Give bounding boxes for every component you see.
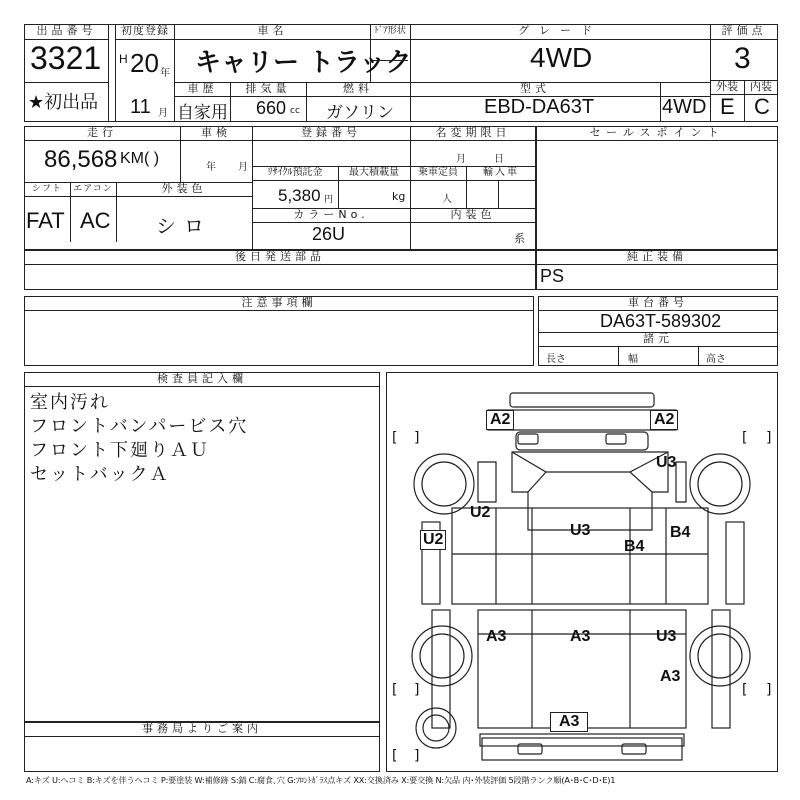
int-color-label: 内装色 bbox=[450, 208, 496, 221]
bracket-left: [ bbox=[742, 682, 748, 698]
recycle-unit: 円 bbox=[324, 195, 334, 205]
bracket-left: [ bbox=[392, 682, 398, 698]
lot-number: 3321 bbox=[30, 40, 102, 76]
fuel: ガソリン bbox=[326, 103, 394, 123]
nc-day: 日 bbox=[494, 154, 504, 165]
year-unit: 年 bbox=[160, 68, 170, 79]
insp-year: 年 bbox=[206, 162, 216, 173]
int-color-unit: 系 bbox=[514, 232, 525, 245]
model-label: 型式 bbox=[520, 82, 550, 95]
displacement-label: 排気量 bbox=[245, 82, 291, 95]
ext-label: 外装 bbox=[716, 80, 738, 93]
capacity-label: 乗車定員 bbox=[418, 167, 458, 178]
bracket-left: [ bbox=[742, 430, 748, 446]
chassis-label: 車台番号 bbox=[628, 296, 688, 309]
ext-color-label: 外装色 bbox=[161, 182, 207, 195]
legend: A:キズ U:ヘコミ B:キズを伴うヘコミ P:要塗装 W:補修跡 S:錆 C:腐食､穴 G:ﾌﾛﾝﾄｶﾞﾗｽ点キズ XX:交換済み X:要交換 N:欠品 内･外装評価 5段階ランク順(A･B･C･D･E)1 bbox=[26, 775, 616, 785]
damage-mark-u2-door: U2 bbox=[420, 530, 446, 550]
door-label: ﾄﾞｱ形状 bbox=[374, 26, 406, 36]
height-label: 高さ bbox=[706, 354, 726, 365]
inspector-line: 室内汚れ bbox=[30, 392, 110, 413]
recycle-label: ﾘｻｲｸﾙ預託金 bbox=[267, 167, 323, 178]
reg-number-label: 登録番号 bbox=[301, 126, 361, 139]
genuine-label: 純正装備 bbox=[627, 250, 687, 263]
bracket-right: ] bbox=[414, 430, 420, 446]
mileage-unit: KM( ) bbox=[120, 150, 160, 167]
nc-month: 月 bbox=[456, 154, 466, 165]
import-label: 輸入車 bbox=[483, 167, 519, 178]
damage-mark-a3-left: A3 bbox=[486, 628, 507, 645]
spec-label: 諸元 bbox=[643, 332, 673, 345]
color-no-label: カラーNo. bbox=[293, 208, 369, 221]
recycle-amount: 5,380 bbox=[278, 186, 321, 205]
load-unit: kg bbox=[392, 190, 406, 203]
first-listing: ★初出品 bbox=[28, 92, 99, 113]
grade-label: グレード bbox=[518, 24, 602, 37]
inspector-label: 検査員記入欄 bbox=[157, 372, 247, 385]
capacity-unit: 人 bbox=[442, 194, 452, 205]
ext-grade: E bbox=[720, 94, 735, 119]
displacement: 660 bbox=[256, 98, 287, 118]
damage-mark-u3-roof: U3 bbox=[570, 522, 591, 539]
inspector-line: フロントバンパービス穴 bbox=[30, 416, 249, 437]
damage-mark-b4-right: B4 bbox=[670, 524, 691, 541]
damage-mark-b4-center: B4 bbox=[624, 538, 645, 555]
sales-point-box bbox=[536, 126, 778, 250]
grade: 4WD bbox=[530, 42, 593, 73]
office-label: 事務局よりご案内 bbox=[142, 722, 262, 735]
damage-mark-u2-front: U2 bbox=[470, 504, 491, 521]
later-parts-label: 後日発送部品 bbox=[235, 250, 325, 263]
reg-year: 20 bbox=[130, 48, 159, 78]
reg-month: 11 bbox=[130, 96, 151, 118]
damage-mark-a3-bumper: A3 bbox=[550, 712, 588, 732]
history: 自家用 bbox=[177, 103, 228, 123]
car-name: キャリー トラック bbox=[195, 48, 412, 78]
score: 3 bbox=[734, 42, 751, 75]
bracket-left: [ bbox=[392, 430, 398, 446]
shift: FAT bbox=[26, 208, 65, 233]
bracket-left: [ bbox=[392, 748, 398, 764]
bracket-right: ] bbox=[414, 682, 420, 698]
month-unit: 月 bbox=[158, 108, 168, 119]
bracket-right: ] bbox=[414, 748, 420, 764]
int-label: 内装 bbox=[750, 80, 772, 93]
damage-mark-u3-front: U3 bbox=[656, 454, 677, 471]
damage-mark-a3-rear: A3 bbox=[660, 668, 681, 685]
ac-label: エアコン bbox=[73, 184, 113, 194]
notes-label: 注意事項欄 bbox=[241, 296, 317, 309]
length-label: 長さ bbox=[546, 354, 566, 365]
damage-mark-a2-right: A2 bbox=[650, 410, 678, 430]
car-name-label: 車名 bbox=[257, 24, 288, 37]
lot-label: 出品番号 bbox=[36, 24, 97, 37]
damage-mark-a2-left: A2 bbox=[486, 410, 514, 430]
inspection-label: 車検 bbox=[201, 126, 231, 139]
color-no: 26U bbox=[312, 224, 346, 244]
mileage: 86,568 bbox=[44, 146, 118, 173]
damage-mark-a3-center: A3 bbox=[570, 628, 591, 645]
insp-month: 月 bbox=[238, 162, 248, 173]
sales-point-label: セールスポイント bbox=[589, 126, 725, 139]
chassis-number: DA63T-589302 bbox=[600, 311, 722, 331]
shift-label: シフト bbox=[31, 184, 62, 194]
mileage-label: 走行 bbox=[87, 126, 117, 139]
inspector-line: セットバックＡ bbox=[30, 464, 170, 485]
drive: 4WD bbox=[662, 96, 707, 118]
score-label: 評価点 bbox=[721, 24, 767, 37]
ac: AC bbox=[80, 208, 111, 233]
inspector-line: フロント下廻りＡＵ bbox=[30, 440, 210, 461]
load-label: 最大積載量 bbox=[349, 167, 399, 178]
genuine-equipment: PS bbox=[540, 266, 565, 286]
displacement-unit: cc bbox=[290, 106, 300, 116]
width-label: 幅 bbox=[628, 354, 638, 365]
damage-mark-u3-rear: U3 bbox=[656, 628, 677, 645]
first-reg-label: 初度登録 bbox=[121, 24, 169, 37]
name-change-label: 名変期限日 bbox=[435, 126, 511, 139]
model: EBD-DA63T bbox=[484, 96, 595, 118]
era: H bbox=[119, 52, 128, 66]
int-grade: C bbox=[754, 94, 770, 119]
bracket-right: ] bbox=[766, 682, 772, 698]
history-label: 車歴 bbox=[187, 82, 218, 95]
fuel-label: 燃料 bbox=[343, 82, 373, 95]
ext-color: シロ bbox=[156, 214, 212, 238]
bracket-right: ] bbox=[766, 430, 772, 446]
